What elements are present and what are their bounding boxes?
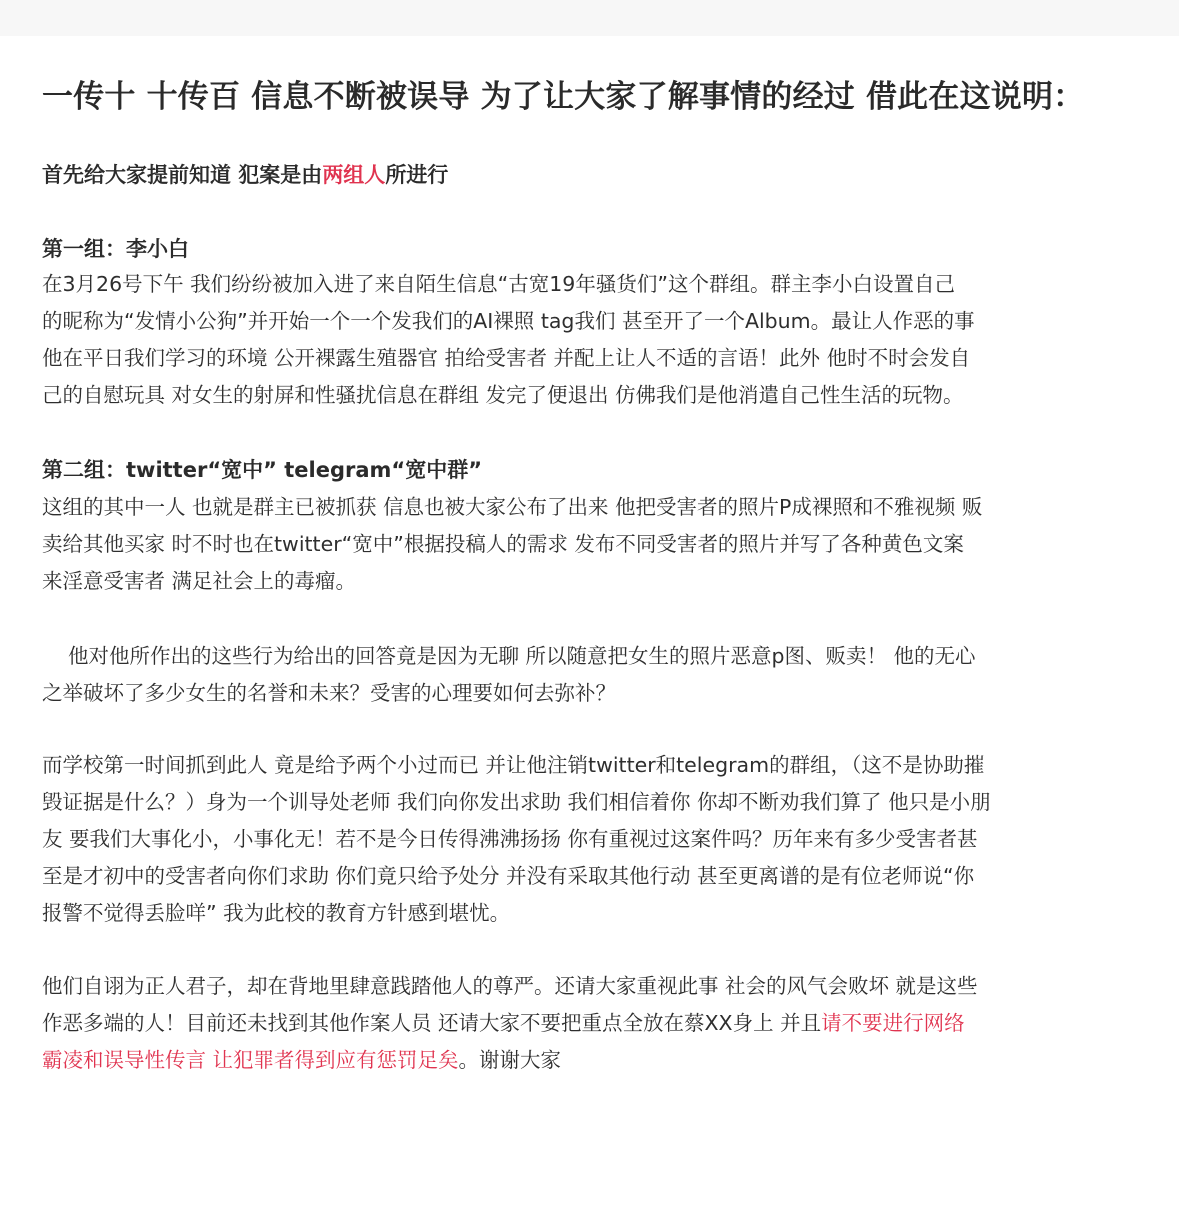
group1-line: 己的自慰玩具 对女生的射屏和性骚扰信息在群组 发完了便退出 仿佛我们是他消遣自己性生活的玩物。 xyxy=(42,383,964,407)
closing-line xyxy=(42,1042,1147,1079)
closing-highlight-text: 请不要进行网络 xyxy=(821,1011,965,1035)
school-line: 至是才初中的受害者向你们求助 你们竟只给予处分 并没有采取其他行动 甚至更离谱的是有位老师说“你 xyxy=(42,864,975,888)
response-line: 之举破坏了多少女生的名誉和未来？受害的心理要如何去弥补？ xyxy=(42,681,616,705)
group2-line: 卖给其他买家 时不时也在twitter“宽中”根据投稿人的需求 发布不同受害者的照片并写了各种黄色文案 xyxy=(42,532,964,556)
school-line: 毁证据是什么？）身为一个训导处老师 我们向你发出求助 我们相信着你 你却不断劝我们算了 他只是小朋 xyxy=(42,790,991,814)
school-line: 友 要我们大事化小，小事化无！若不是今日传得沸沸扬扬 你有重视过这案件吗？历年来有多少受害者甚 xyxy=(42,827,978,851)
intro-line xyxy=(42,160,448,190)
page-title: 一传十 十传百 信息不断被误导 为了让大家了解事情的经过 借此在这说明： xyxy=(42,79,1085,115)
group2-paragraph xyxy=(42,489,1147,600)
group1-line: 他在平日我们学习的环境 公开裸露生殖器官 拍给受害者 并配上让人不适的言语！此外 他时不时会发自 xyxy=(42,346,971,370)
group1-heading: 第一组：李小白 xyxy=(42,237,189,261)
group2-line: 来淫意受害者 满足社会上的毒瘤。 xyxy=(42,569,357,593)
school-line: 报警不觉得丢脸咩” 我为此校的教育方针感到堪忧。 xyxy=(42,901,511,925)
school-paragraph xyxy=(42,747,1147,932)
closing-plain-text: 作恶多端的人！目前还未找到其他作案人员 还请大家不要把重点全放在蔡XX身上 并且 xyxy=(42,1011,822,1035)
closing-highlight-text: 霸凌和误导性传言 让犯罪者得到应有惩罚足矣 xyxy=(42,1048,459,1072)
response-paragraph xyxy=(42,638,1147,712)
closing-line xyxy=(42,1005,1147,1042)
school-line: 而学校第一时间抓到此人 竟是给予两个小过而已 并让他注销twitter和telegram的群组，（这不是协助摧 xyxy=(42,753,985,777)
closing-line: 他们自诩为正人君子，却在背地里肆意践踏他人的尊严。还请大家重视此事 社会的风气会败坏 就是这些 xyxy=(42,974,978,998)
intro-prefix: 首先给大家提前知道 犯案是由 xyxy=(42,163,323,187)
top-band xyxy=(0,0,1179,36)
group2-line: 这组的其中一人 也就是群主已被抓获 信息也被大家公布了出来 他把受害者的照片P成裸照和不雅视频 贩 xyxy=(42,495,983,519)
group1-line: 在3月26号下午 我们纷纷被加入进了来自陌生信息“古宽19年骚货们”这个群组。群主李小白设置自己 xyxy=(42,272,955,296)
group1-line: 的昵称为“发情小公狗”并开始一个一个发我们的AI裸照 tag我们 甚至开了一个Album。最让人作恶的事 xyxy=(42,309,975,333)
group2-heading: 第二组：twitter“宽中” telegram“宽中群” xyxy=(42,458,482,482)
group1-paragraph xyxy=(42,266,1147,414)
closing-thanks-text: 。谢谢大家 xyxy=(458,1048,562,1072)
intro-highlight: 两组人 xyxy=(322,163,386,187)
response-line: 他对他所作出的这些行为给出的回答竟是因为无聊 所以随意把女生的照片恶意p图、贩卖！ 他的无心 xyxy=(68,644,976,668)
intro-suffix: 所进行 xyxy=(385,163,449,187)
closing-paragraph xyxy=(42,968,1147,1079)
